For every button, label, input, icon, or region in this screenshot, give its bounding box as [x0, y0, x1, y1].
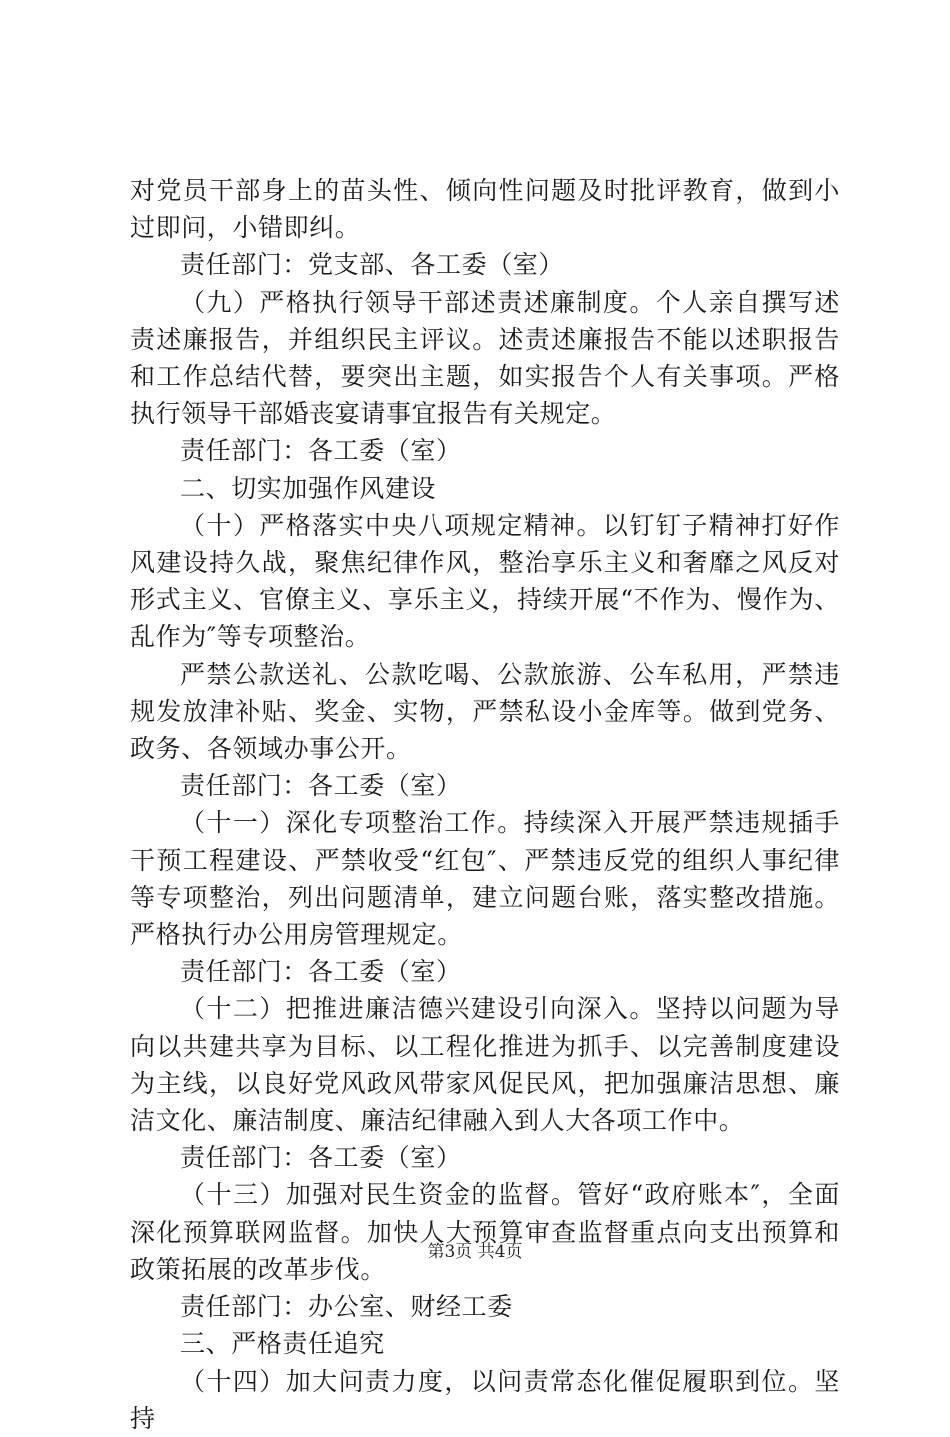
- paragraph: （十二）把推进廉洁德兴建设引向深入。坚持以问题为导向以共建共享为目标、以工程化推进为抓手、以完善制度建设为主线，以良好党风政风带家风促民风，把加强廉洁思想、廉洁文化、廉洁制度、廉洁纪律融入到人大各项工作中。: [130, 994, 840, 1136]
- page-number-footer: 第3页 共4页: [427, 1242, 523, 1262]
- paragraph: 责任部门：办公室、财经工委: [180, 1292, 513, 1322]
- paragraph: （九）严格执行领导干部述责述廉制度。个人亲自撰写述责述廉报告，并组织民主评议。述责述廉报告不能以述职报告和工作总结代替，要突出主题，如实报告个人有关事项。严格执行领导干部婚丧宴请事宜报告有关规定。: [130, 287, 840, 429]
- paragraph: （十四）加大问责力度，以问责常态化催促履职到位。坚持: [130, 1366, 840, 1433]
- paragraph: （十三）加强对民生资金的监督。管好“政府账本″，全面深化预算联网监督。加快人大预算审查监督重点向支出预算和政策拓展的改革步伐。: [130, 1180, 840, 1284]
- paragraph: 责任部门：各工委（室）: [180, 436, 462, 466]
- paragraph: 责任部门：各工委（室）: [180, 771, 462, 801]
- paragraph: 对党员干部身上的苗头性、倾向性问题及时批评教育，做到小过即问，小错即纠。: [130, 176, 840, 243]
- paragraph: 严禁公款送礼、公款吃喝、公款旅游、公车私用，严禁违规发放津补贴、奖金、实物，严禁私设小金库等。做到党务、政务、各领域办事公开。: [130, 659, 840, 764]
- paragraph: （十一）深化专项整治工作。持续深入开展严禁违规插手干预工程建设、严禁收受“红包″、严禁违反党的组织人事纪律等专项整治，列出问题清单，建立问题台账，落实整改措施。严格执行办公用房管理规定。: [130, 808, 840, 950]
- paragraph: 责任部门：党支部、各工委（室）: [180, 250, 565, 280]
- paragraph: 责任部门：各工委（室）: [180, 957, 462, 987]
- paragraph: 责任部门：各工委（室）: [180, 1143, 462, 1173]
- section-heading: 二、切实加强作风建设: [180, 473, 437, 503]
- section-heading: 三、严格责任追究: [180, 1329, 385, 1359]
- paragraph: （十）严格落实中央八项规定精神。以钉钉子精神打好作风建设持久战，聚焦纪律作风，整治享乐主义和奢靡之风反对形式主义、官僚主义、享乐主义，持续开展“不作为、慢作为、乱作为″等专项整治。: [130, 510, 840, 652]
